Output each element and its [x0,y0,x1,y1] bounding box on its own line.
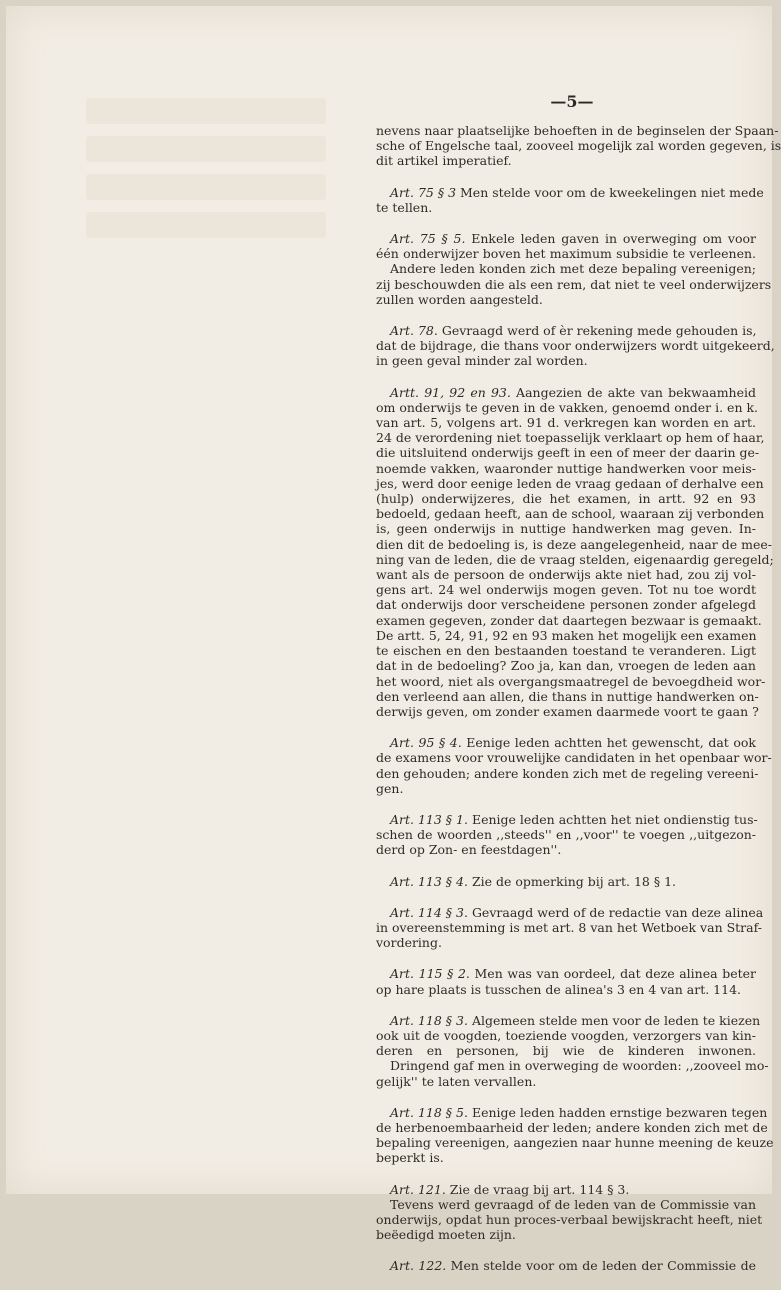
text-line [376,1197,756,1212]
text-line [376,1182,756,1197]
paragraph [376,1181,763,1243]
text-line [376,1058,769,1074]
line-text: examen gegeven, zonder dat daartegen bezwaar is gemaakt. [376,612,762,628]
text-line [376,123,779,138]
line-text: derwijs geven, om zonder examen daarmede voort te gaan ? [376,703,759,719]
text-line [376,935,756,950]
paragraph [376,735,772,796]
text-line [376,521,756,536]
text-line [376,276,772,292]
text-line [376,536,772,552]
paragraph [376,384,774,719]
text-line [376,1043,756,1058]
article-reference: Art. 95 § 4. [390,735,462,751]
text-line [376,567,756,582]
text-line [376,673,766,689]
text-line [376,246,756,261]
paragraph [376,1012,769,1089]
line-text: op hare plaats is tusschen de alinea's 3 en 4 van art. 114. [376,981,742,997]
paragraph [376,1104,774,1166]
line-text: Eenige leden hadden ernstige bezwaren tegen [467,1104,768,1120]
text-line [376,1012,761,1028]
paragraph [376,231,772,307]
text-line [376,184,764,200]
line-text: het woord, niet als overgangsmaatregel de bevoegdheid wor- [376,673,766,689]
line-text: Men was van oordeel, dat deze alinea beter [469,966,756,982]
line-text: sche of Engelsche taal, zooveel mogelijk zal worden gegeven, is [376,138,781,154]
line-text: zij beschouwden die als een rem, dat niet te veel onderwijzers [376,276,772,292]
paragraph [376,123,781,169]
paragraph [376,812,756,858]
line-text: Zie de opmerking bij art. 18 § 1. [467,873,676,889]
text-line [376,445,760,461]
text-line [376,628,756,643]
article-reference: Art. 121. [390,1181,446,1197]
line-text: zullen worden aangesteld. [376,291,543,307]
text-line [376,200,756,215]
text-line [376,1104,768,1120]
line-text: te eischen en den bestaanden toestand te veranderen. Ligt [376,643,756,659]
text-line [376,597,756,612]
text-line [376,1258,756,1273]
text-line [376,1150,756,1165]
text-line [376,1028,756,1043]
paragraph [376,323,775,369]
text-line [376,1211,763,1227]
line-text: den gehouden; andere konden zich met de regeling vereeni- [376,765,759,781]
text-line [376,688,759,704]
line-text: Gevraagd werd of de redactie van deze alinea [467,904,764,920]
line-text: Eenige leden achtten het niet ondienstig tus- [467,811,758,827]
text-line [376,506,765,522]
line-text: Algemeen stelde men voor de leden te kiezen [467,1012,761,1028]
text-line [376,399,759,415]
article-reference: Art. 122. [390,1258,447,1274]
line-text: de herbenoembaarheid der leden; andere konden zich met de [376,1119,768,1135]
line-text: Enkele leden gaven in overweging om voor [465,231,756,247]
article-reference: Art. 115 § 2. [390,966,470,982]
text-line [376,703,759,719]
paragraph [376,184,764,215]
paragraph [376,904,764,951]
article-reference: Art. 113 § 1. [390,811,468,827]
text-line [376,842,756,857]
text-line [376,765,759,781]
line-text: Tevens werd gevraagd of de leden van de Commissie van [390,1196,756,1212]
article-reference: Art. 75 § 3 [390,184,457,200]
line-text: onderwijs, opdat hun proces-verbaal bewijskracht heeft, niet [376,1211,763,1227]
line-text: bepaling vereenigen, aangezien naar hunne meening de keuze [376,1135,774,1151]
line-text: nevens naar plaatselijke behoeften in de beginselen der Spaan- [376,123,779,138]
document-page [6,6,781,1274]
line-text: ook uit de voogden, toeziende voogden, verzorgers van kin- [376,1027,756,1043]
line-text: jes, werd door eenige leden de vraag gedaan of derhalve een [376,475,764,491]
line-text: ning van de leden, die de vraag stelden, eigenaardig geregeld; [376,551,774,567]
text-line [376,475,764,491]
text-line [376,415,756,430]
line-text: Eenige leden achtten het gewenscht, dat ook [461,735,756,751]
line-text: die uitsluitend onderwijs geeft in een of meer der daarin ge- [376,445,760,461]
text-line [376,338,775,354]
text-line [376,643,756,658]
line-text: Dringend gaf men in overweging de woorden: ,,zooveel mo- [390,1058,769,1074]
line-text: in overeenstemming is met art. 8 van het Wetboek van Straf- [376,919,763,935]
text-line [376,750,772,766]
bleed-through [86,98,326,250]
line-text: schen de woorden ,,steeds'' en ,,voor'' te voegen ,,uitgezon- [376,827,756,843]
text-line [376,138,781,154]
line-text: vordering. [376,935,442,951]
text-line [376,1119,768,1135]
text-line [376,735,756,750]
text-line [376,781,756,796]
text-line [376,982,756,997]
line-text: bedoeld, gedaan heeft, aan de school, waaraan zij verbonden [376,506,765,522]
line-text: deren en personen, bij wie de kinderen inwonen. [376,1043,756,1059]
text-line [376,292,756,307]
line-text: gelijk'' te laten vervallen. [376,1073,537,1089]
line-text: den verleend aan allen, die thans in nuttige handwerken on- [376,688,759,704]
text-line [376,812,756,827]
line-text: (hulp) onderwijzeres, die het examen, in artt. 92 en 93 [376,491,756,507]
article-reference: Art. 75 § 5. [390,231,466,247]
text-line [376,385,756,400]
line-text: Gevraagd werd of èr rekening mede gehouden is, [437,323,757,339]
text-line [376,430,765,446]
line-text: noemde vakken, waaronder nuttige handwerken voor meis- [376,460,756,476]
article-reference: Artt. 91, 92 en 93. [390,384,511,400]
text-line [376,904,764,920]
article-reference: Art. 78. [390,323,438,339]
line-text: is, geen onderwijs in nuttige handwerken mag geven. In- [376,521,756,537]
line-text: beperkt is. [376,1150,444,1166]
text-line [376,323,756,338]
line-text: beëedigd moeten zijn. [376,1227,516,1243]
text-line [376,966,756,981]
text-line [376,658,756,673]
text-line [376,1135,774,1151]
text-line [376,231,756,246]
text-line [376,1074,756,1089]
line-text: Men stelde voor om de kweekelingen niet mede [456,184,764,200]
line-text: één onderwijzer boven het maximum subsidie te verleenen. [376,246,756,262]
text-line [376,353,756,368]
page-number: —5— [550,92,594,111]
line-text: dien dit de bedoeling is, is deze aangelegenheid, naar de mee- [376,536,772,552]
line-text: gen. [376,780,404,796]
article-reference: Art. 114 § 3. [390,904,468,920]
line-text: om onderwijs te geven in de vakken, genoemd onder i. en k. [376,399,759,415]
text-line [376,874,756,889]
line-text: derd op Zon- en feestdagen''. [376,842,562,858]
line-text: van art. 5, volgens art. 91 d. verkregen kan worden en art. [376,415,756,431]
line-text: Men stelde voor om de leden der Commissie de [446,1258,756,1274]
text-column [376,123,781,1290]
line-text: dat in de bedoeling? Zoo ja, kan dan, vroegen de leden aan [376,658,756,674]
text-line [376,261,756,276]
line-text: dat de bijdrage, die thans voor onderwijzers wordt uitgekeerd, [376,338,775,354]
article-reference: Art. 118 § 5. [390,1104,468,1120]
line-text: de examens voor vrouwelijke candidaten in het openbaar wor- [376,750,772,766]
article-reference: Art. 118 § 3. [390,1012,468,1028]
line-text: in geen geval minder zal worden. [376,353,588,369]
text-line [376,827,756,842]
line-text: dit artikel imperatief. [376,153,512,169]
line-text: te tellen. [376,199,433,215]
text-line [376,461,756,476]
article-reference: Art. 113 § 4. [390,873,468,889]
text-line [376,919,763,935]
paragraph [376,874,756,889]
line-text: Andere leden konden zich met deze bepaling vereenigen; [390,261,756,277]
text-line [376,491,756,506]
line-text: dat onderwijs door verscheidene personen zonder afgelegd [376,597,756,613]
line-text: want als de persoon de onderwijs akte niet had, zou zij vol- [376,567,756,583]
line-text: De artt. 5, 24, 91, 92 en 93 maken het mogelijk een examen [376,627,757,643]
text-line [376,551,774,567]
text-line [376,1227,756,1242]
paragraph [376,1258,756,1273]
line-text: Aangezien de akte van bekwaamheid [510,384,757,400]
text-line [376,153,756,168]
line-text: 24 de verordening niet toepasselijk verklaart op hem of haar, [376,430,765,446]
line-text: Zie de vraag bij art. 114 § 3. [445,1181,630,1197]
text-line [376,582,756,597]
line-text: gens art. 24 wel onderwijs mogen geven. Tot nu toe wordt [376,582,756,598]
paragraph [376,966,756,996]
text-line [376,612,762,628]
